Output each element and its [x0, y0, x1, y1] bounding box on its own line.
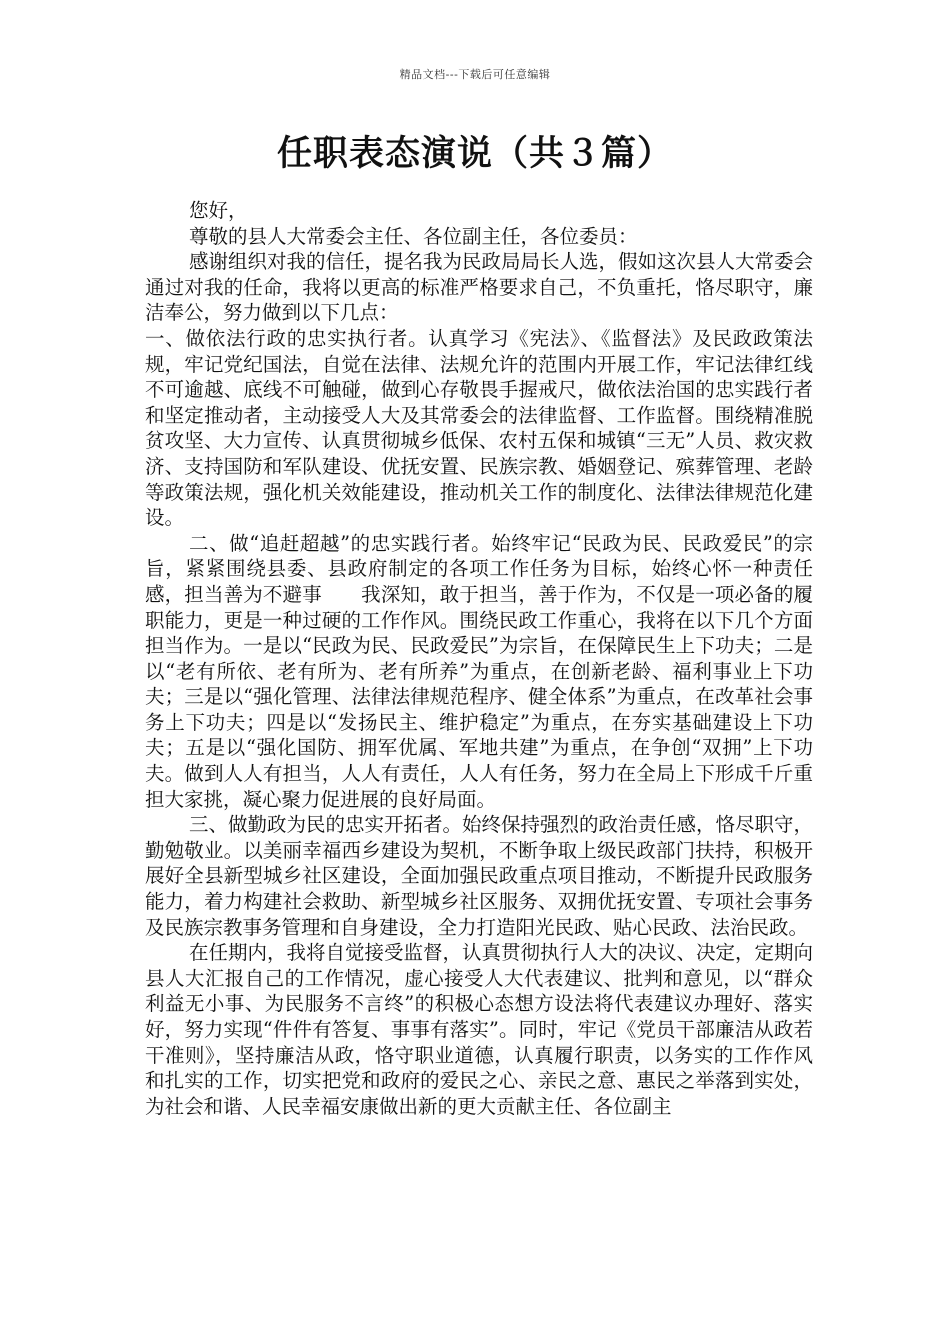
- page-header-note: 精品文档---下载后可任意编辑: [399, 68, 551, 81]
- greeting-paragraph: 您好，: [189, 199, 248, 222]
- document-title: 任职表态演说（共３篇）: [276, 134, 673, 174]
- intro-paragraph: 感谢组织对我的信任，提名我为民政局局长人选，假如这次县人大常委会通过对我的任命，我将以更高的标准严格要求自己，不负重托，恪尽职守，廉洁奉公，努力做到以下几点：: [145, 250, 814, 325]
- salutation-paragraph: 尊敬的县人大常委会主任、各位副主任，各位委员：: [189, 224, 638, 248]
- point-three-paragraph: 三、做勤政为民的忠实开拓者。始终保持强烈的政治责任感，恪尽职守，勤勉敬业。以美丽幸福西乡建设为契机，不断争取上级民政部门扶持，积极开展好全县新型城乡社区建设，全面加强民政重点项目推动，不断提升民政服务能力，着力构建社会救助、新型城乡社区服务、双拥优抚安置、专项社会事务及民族宗教事务管理和自身建设，全力打造阳光民政、贴心民政、法治民政。: [145, 813, 814, 939]
- point-two-paragraph: 二、做“追赶超越”的忠实践行者。始终牢记“民政为民、民政爱民”的宗旨，紧紧围绕县委、县政府制定的各项工作任务为目标，始终心怀一种责任感，担当善为不避事 我深知，敢于担当，善于作为，不仅是一项必备的履职能力，更是一种过硬的工作作风。围绕民政工作重心，我将在以下几个方面担当作为。一是以“民政为民、民政爱民”为宗旨，在保障民生上下功夫；二是以“老有所依、老有所为、老有所养”为重点，在创新老龄、福利事业上下功夫；三是以“强化管理、法律法律规范程序、健全体系”为重点，在改革社会事务上下功夫；四是以“发扬民主、维护稳定”为重点，在夯实基础建设上下功夫；五是以“强化国防、拥军优属、军地共建”为重点，在争创“双拥”上下功夫。做到人人有担当，人人有责任，人人有任务，努力在全局上下形成千斤重担大家挑，凝心聚力促进展的良好局面。: [145, 531, 813, 811]
- document-body: [145, 198, 813, 1119]
- closing-paragraph: 在任期内，我将自觉接受监督，认真贯彻执行人大的决议、决定，定期向县人大汇报自己的工作情况，虚心接受人大代表建议、批判和意见，以“群众利益无小事、为民服务不言终”的积极心态想方设法将代表建议办理好、落实好，努力实现“件件有答复、事事有落实”。同时，牢记《党员干部廉洁从政若干准则》，坚持廉洁从政，恪守职业道德，认真履行职责，以务实的工作作风和扎实的工作，切实把党和政府的爱民之心、亲民之意、惠民之举落到实处，为社会和谐、人民幸福安康做出新的更大贡献主任、各位副主: [145, 941, 814, 1118]
- point-one-paragraph: 一、做依法行政的忠实执行者。认真学习《宪法》、《监督法》及民政政策法规，牢记党纪国法，自觉在法律、法规允许的范围内开展工作，牢记法律红线不可逾越、底线不可触碰，做到心存敬畏手握戒尺，做依法治国的忠实践行者和坚定推动者，主动接受人大及其常委会的法律监督、工作监督。围绕精准脱贫攻坚、大力宣传、认真贯彻城乡低保、农村五保和城镇“三无”人员、救灾救济、支持国防和军队建设、优抚安置、民族宗教、婚姻登记、殡葬管理、老龄等政策法规，强化机关效能建设，推动机关工作的制度化、法律法律规范化建设。: [145, 326, 813, 530]
